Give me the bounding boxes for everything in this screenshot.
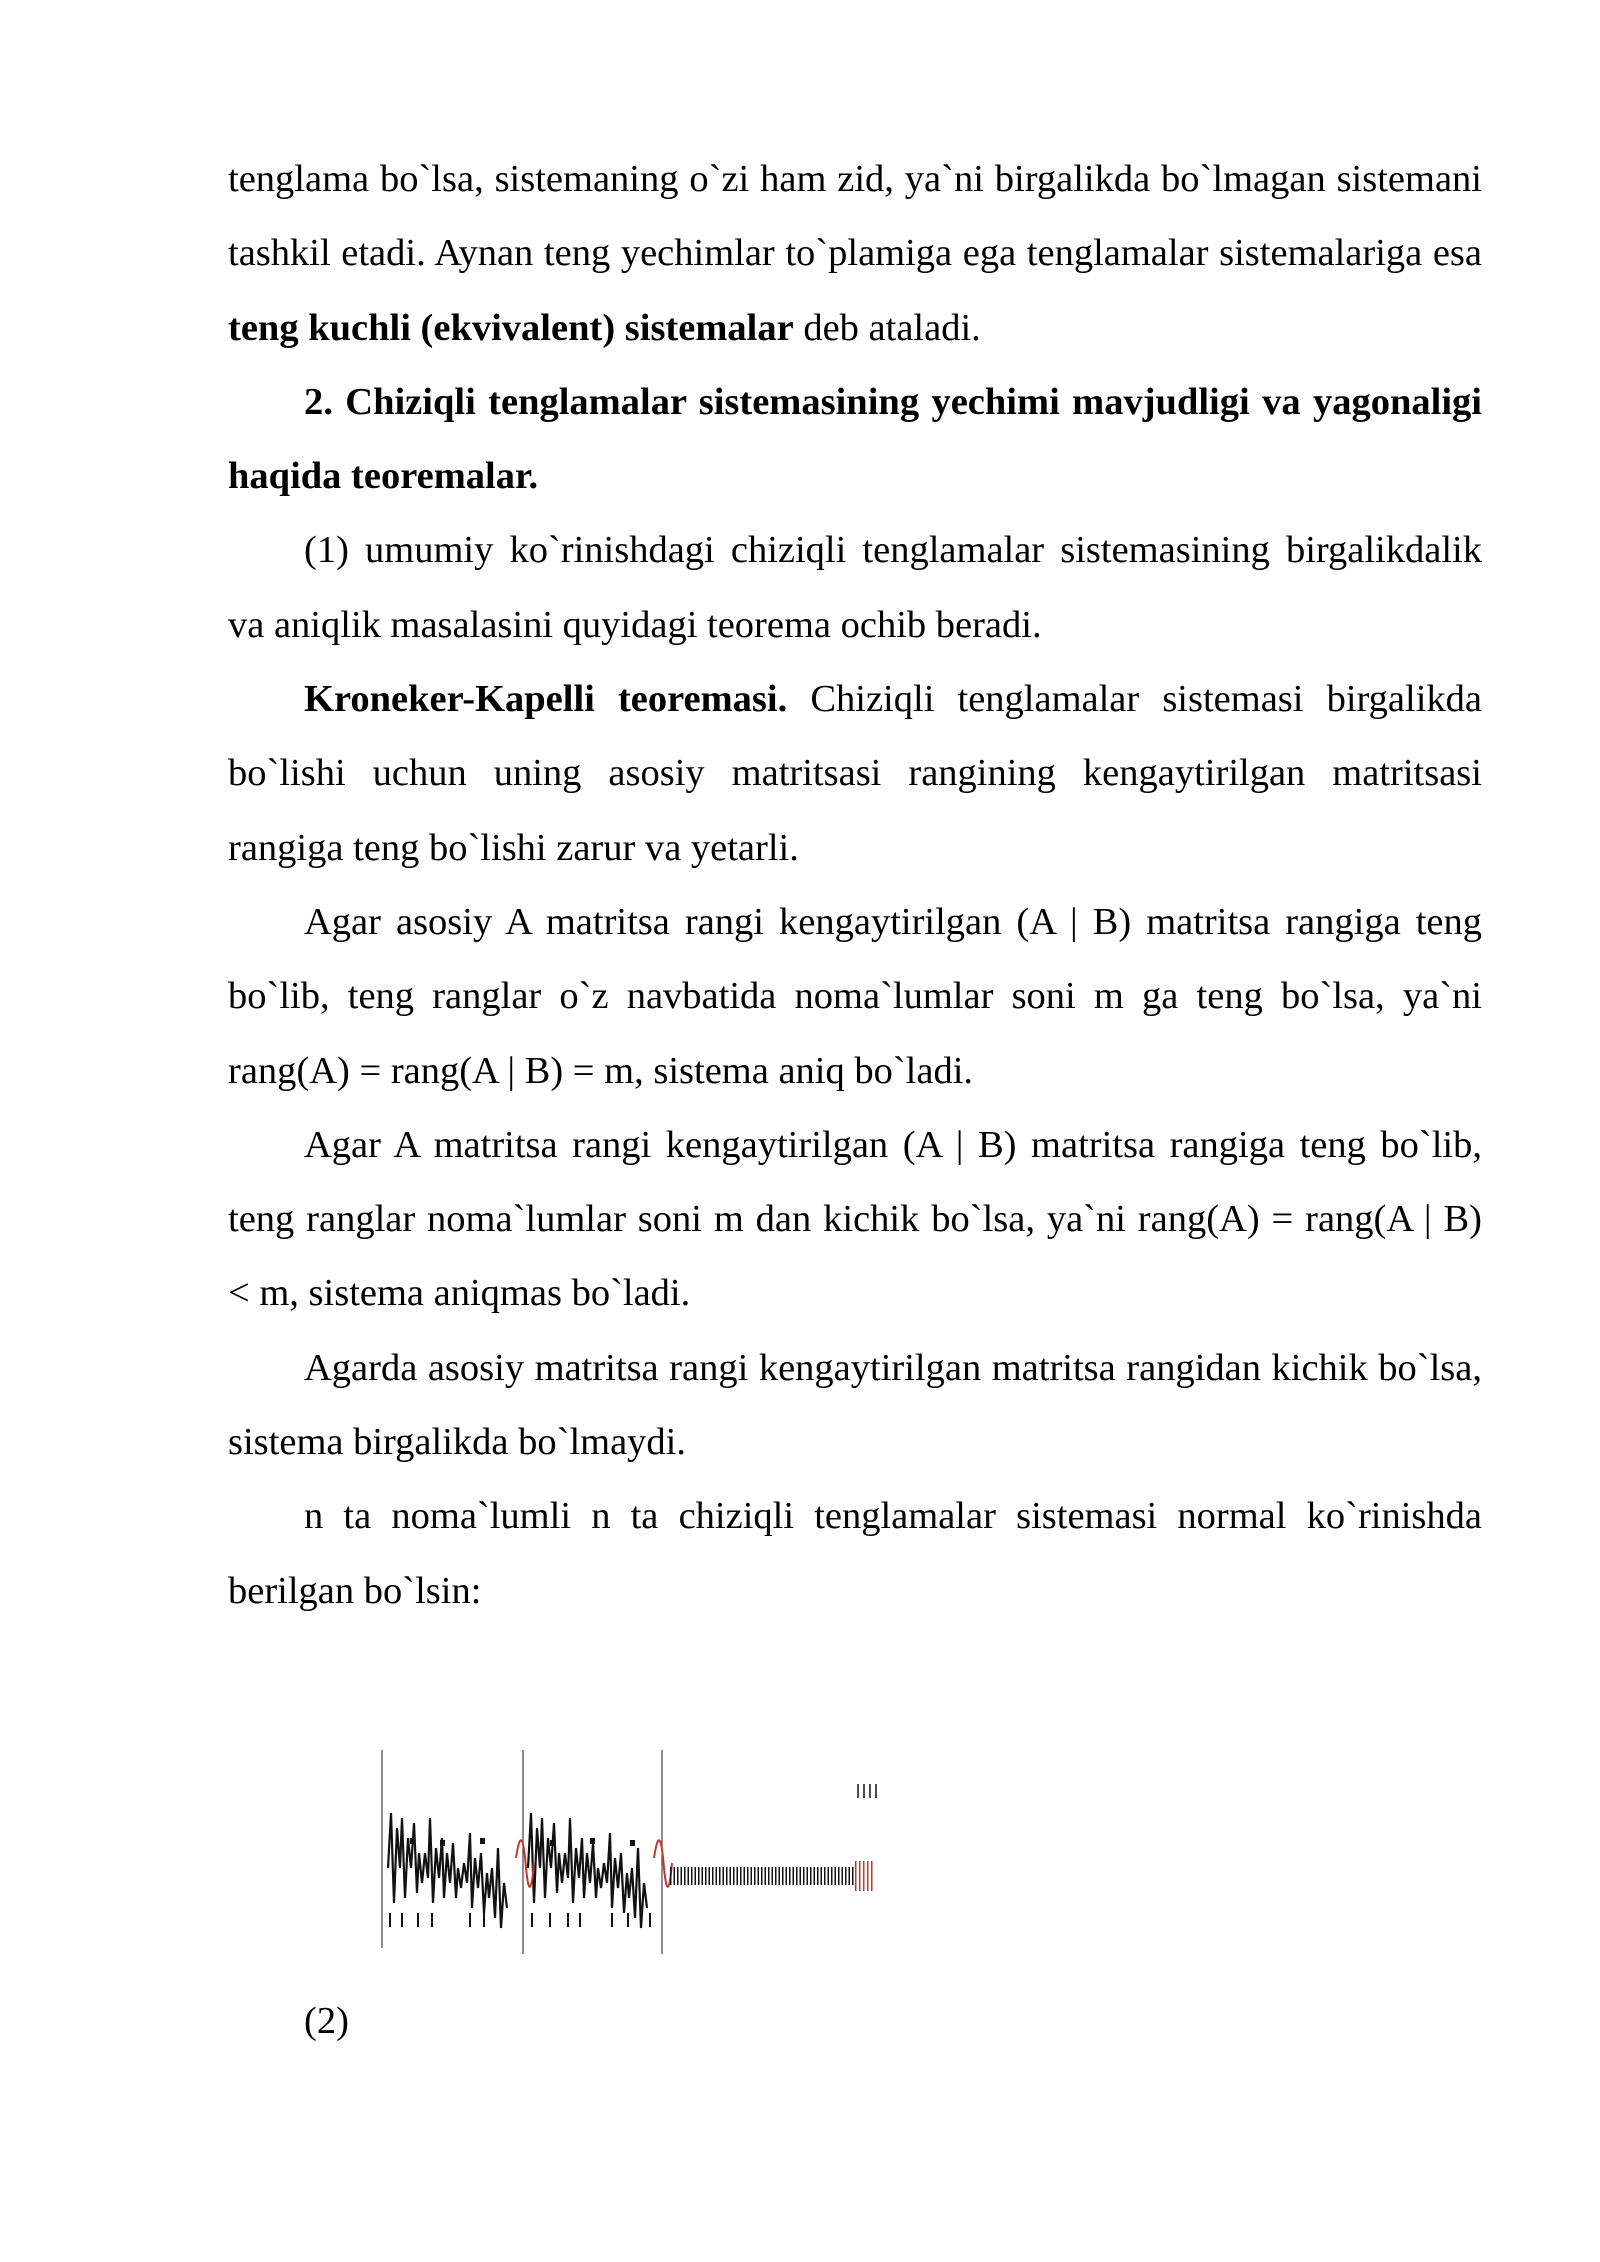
paragraph-intro: (1) umumiy ko`rinishdagi chiziqli tenglamalar sistemasining birgalikdalik va aniqlik masalasini quyidagi teorema ochib beradi. (228, 529, 1482, 646)
equation-system-image (380, 1748, 885, 1956)
paragraph-unique-case: Agar asosiy A matritsa rangi kengaytirilgan (A | B) matritsa rangiga teng bo`lib, teng ranglar o`z navbatida noma`lumlar soni m ga teng bo`lsa, ya`ni rang(A) = rang(A | B) = m, sistema aniq bo`ladi. (228, 900, 1482, 1092)
bold-term: teng kuchli (ekvivalent) sistemalar (228, 306, 794, 349)
equation-number: (2) (304, 2000, 349, 2042)
theorem-title: Kroneker-Kapelli teoremasi. (304, 678, 788, 721)
section-heading-text: 2. Chiziqli tenglamalar sistemasining yechimi mavjudligi va yagonaligi haqida teoremalar. (228, 380, 1482, 498)
paragraph-indeterminate-case: Agar A matritsa rangi kengaytirilgan (A | B) matritsa rangiga teng bo`lib, teng ranglar noma`lumlar soni m dan kichik bo`lsa, ya`ni rang(A) = rang(A | B) < m, sistema aniqmas bo`ladi. (228, 1123, 1482, 1315)
paragraph-theorem (228, 662, 1482, 885)
paragraph-inconsistent-case: Agarda asosiy matritsa rangi kengaytirilgan matritsa rangidan kichik bo`lsa, sistema birgalikda bo`lmaydi. (228, 1346, 1482, 1464)
paragraph-normal-form: n ta noma`lumli n ta chiziqli tenglamalar sistemasi normal ko`rinishda berilgan bo`lsin: (228, 1495, 1482, 1612)
section-heading (228, 365, 1482, 514)
paragraph-text: deb ataladi. (793, 306, 981, 349)
paragraph-text: tenglama bo`lsa, sistemaning o`zi ham zid, ya`ni birgalikda bo`lmagan sistemani tashkil etadi. Aynan teng yechimlar to`plamiga ega tenglamalar sistemalariga esa (228, 158, 1482, 275)
document-body (228, 142, 1482, 1628)
theorem-text: Chiziqli tenglamalar sistemasi birgalikda bo`lishi uchun uning asosiy matritsasi rangining kengaytirilgan matritsasi rangiga teng bo`lishi zarur va yetarli. (228, 678, 1482, 869)
paragraph-equivalent-systems (228, 142, 1482, 365)
